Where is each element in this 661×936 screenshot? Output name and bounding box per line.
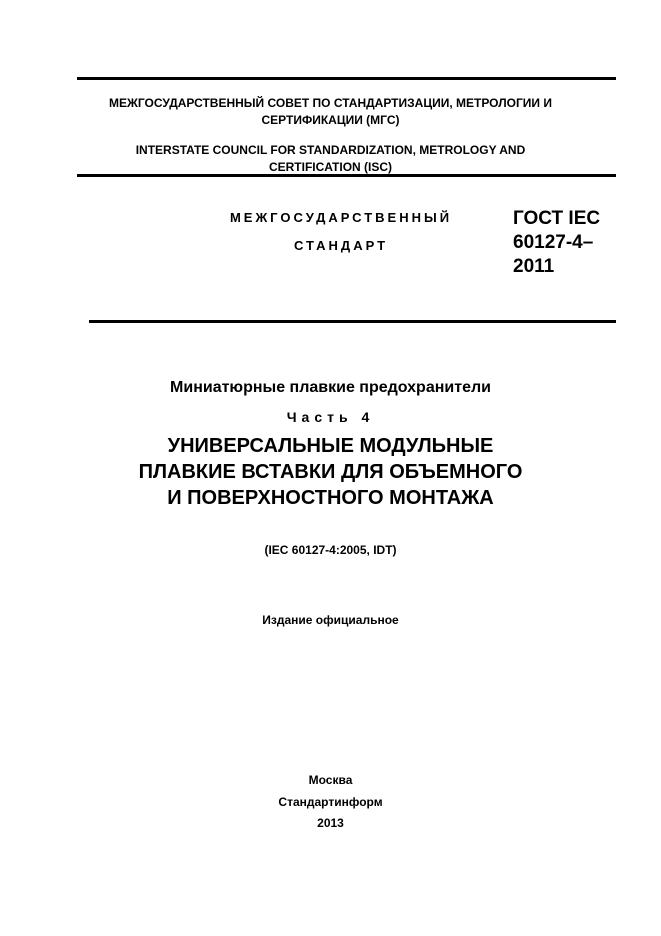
publisher-name: Стандартинформ [278, 795, 383, 809]
subtitle-line2: ПЛАВКИЕ ВСТАВКИ ДЛЯ ОБЪЕМНОГО [138, 461, 523, 483]
iec-reference: (IEC 60127-4:2005, IDT) [264, 543, 397, 557]
standard-label [200, 204, 482, 260]
standard-code [513, 207, 623, 279]
council-ru-line1: МЕЖГОСУДАРСТВЕННЫЙ СОВЕТ ПО СТАНДАРТИЗАЦИИ, МЕТРОЛОГИИ И [109, 96, 552, 110]
council-rule [77, 174, 616, 177]
standard-code-line1: ГОСТ IEC [513, 208, 601, 229]
publication-year: 2013 [317, 816, 344, 830]
standard-code-line3: 2011 [513, 256, 555, 277]
document-subtitle [0, 433, 661, 511]
council-ru-line2: СЕРТИФИКАЦИИ (МГС) [261, 113, 400, 127]
standard-code-line2: 60127-4– [513, 232, 594, 253]
subtitle-line1: УНИВЕРСАЛЬНЫЕ МОДУЛЬНЫЕ [167, 435, 494, 457]
council-en-line1: INTERSTATE COUNCIL FOR STANDARDIZATION, METROLOGY AND [135, 143, 526, 157]
document-title: Миниатюрные плавкие предохранители [170, 379, 491, 396]
council-ru [0, 95, 661, 129]
top-rule [77, 77, 616, 80]
council-en-line2: CERTIFICATION (ISC) [268, 160, 393, 174]
part-label: Часть 4 [286, 409, 375, 425]
council-en [0, 142, 661, 176]
subtitle-line3: И ПОВЕРХНОСТНОГО МОНТАЖА [167, 487, 494, 509]
header-rule [89, 320, 616, 323]
publisher-city: Москва [308, 773, 353, 787]
edition-note: Издание официальное [262, 613, 399, 627]
standard-label-line1: МЕЖГОСУДАРСТВЕННЫЙ [229, 210, 453, 225]
standard-label-line2: СТАНДАРТ [293, 238, 389, 253]
